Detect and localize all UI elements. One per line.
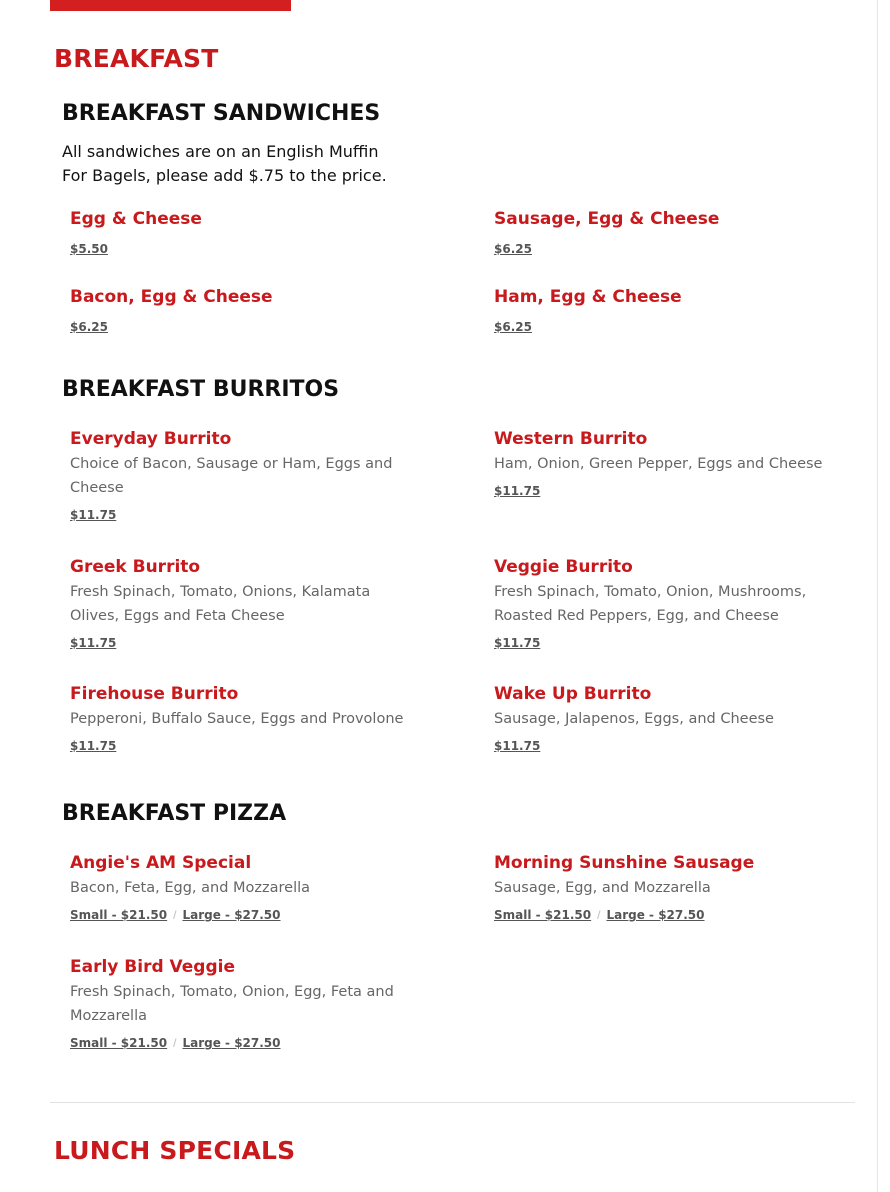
item-name: Western Burrito bbox=[494, 429, 648, 449]
price-row bbox=[494, 634, 834, 652]
price-row bbox=[70, 240, 420, 258]
item-name: Bacon, Egg & Cheese bbox=[70, 287, 273, 307]
page-edge-line bbox=[877, 0, 878, 1192]
group-title-sandwiches: BREAKFAST SANDWICHES bbox=[62, 101, 381, 126]
item-name: Sausage, Egg & Cheese bbox=[494, 209, 720, 229]
menu-item bbox=[70, 956, 420, 1052]
item-description: Pepperoni, Buffalo Sauce, Eggs and Provolone bbox=[70, 711, 404, 727]
item-description: Sausage, Jalapenos, Eggs, and Cheese bbox=[494, 711, 774, 727]
price-large-link[interactable]: Large - $27.50 bbox=[606, 908, 705, 922]
price-link[interactable]: $11.75 bbox=[494, 739, 541, 753]
menu-item bbox=[494, 208, 844, 258]
price-small-link[interactable]: Small - $21.50 bbox=[70, 908, 168, 922]
price-row bbox=[494, 240, 844, 258]
price-separator: / bbox=[597, 908, 601, 922]
item-description: Bacon, Feta, Egg, and Mozzarella bbox=[70, 880, 311, 896]
price-link[interactable]: $11.75 bbox=[70, 739, 117, 753]
top-accent-bar bbox=[50, 0, 291, 11]
price-small-link[interactable]: Small - $21.50 bbox=[70, 1036, 168, 1050]
price-link[interactable]: $11.75 bbox=[494, 636, 541, 650]
item-name: Morning Sunshine Sausage bbox=[494, 853, 755, 873]
menu-item bbox=[70, 286, 420, 336]
price-row bbox=[70, 634, 420, 652]
price-link[interactable]: $6.25 bbox=[494, 242, 532, 256]
price-link[interactable]: $5.50 bbox=[70, 242, 108, 256]
price-row bbox=[494, 318, 844, 336]
menu-item bbox=[494, 852, 864, 924]
price-row bbox=[70, 906, 420, 924]
item-description: Fresh Spinach, Tomato, Onion, Mushrooms, Roasted Red Peppers, Egg, and Cheese bbox=[494, 584, 807, 624]
section-title-breakfast: BREAKFAST bbox=[54, 44, 219, 73]
menu-item bbox=[70, 683, 440, 755]
menu-item bbox=[494, 683, 864, 755]
price-link[interactable]: $11.75 bbox=[494, 484, 541, 498]
price-link[interactable]: $6.25 bbox=[494, 320, 532, 334]
price-large-link[interactable]: Large - $27.50 bbox=[182, 908, 281, 922]
item-name: Wake Up Burrito bbox=[494, 684, 652, 704]
sandwich-note-line-1: All sandwiches are on an English Muffin bbox=[62, 142, 379, 161]
item-description: Fresh Spinach, Tomato, Onion, Egg, Feta and Mozzarella bbox=[70, 984, 394, 1024]
section-title-lunch: LUNCH SPECIALS bbox=[54, 1136, 296, 1165]
group-title-pizza: BREAKFAST PIZZA bbox=[62, 801, 287, 826]
item-description: Fresh Spinach, Tomato, Onions, Kalamata Olives, Eggs and Feta Cheese bbox=[70, 584, 371, 624]
item-name: Everyday Burrito bbox=[70, 429, 232, 449]
price-row bbox=[494, 906, 864, 924]
price-link[interactable]: $6.25 bbox=[70, 320, 108, 334]
item-description: Choice of Bacon, Sausage or Ham, Eggs and Cheese bbox=[70, 456, 393, 496]
price-link[interactable]: $11.75 bbox=[70, 636, 117, 650]
item-description: Sausage, Egg, and Mozzarella bbox=[494, 880, 711, 896]
sandwich-note-line-2: For Bagels, please add $.75 to the price. bbox=[62, 166, 387, 185]
menu-item bbox=[494, 428, 864, 500]
section-divider bbox=[50, 1102, 855, 1103]
group-title-burritos: BREAKFAST BURRITOS bbox=[62, 377, 340, 402]
price-row bbox=[70, 1034, 420, 1052]
menu-item bbox=[70, 208, 420, 258]
item-name: Veggie Burrito bbox=[494, 557, 633, 577]
menu-item bbox=[494, 286, 844, 336]
item-name: Greek Burrito bbox=[70, 557, 201, 577]
menu-item bbox=[70, 428, 420, 524]
price-row bbox=[70, 318, 420, 336]
item-description: Ham, Onion, Green Pepper, Eggs and Cheese bbox=[494, 456, 823, 472]
item-name: Early Bird Veggie bbox=[70, 957, 236, 977]
item-name: Firehouse Burrito bbox=[70, 684, 239, 704]
menu-item bbox=[494, 556, 834, 652]
menu-item bbox=[70, 556, 420, 652]
price-link[interactable]: $11.75 bbox=[70, 508, 117, 522]
price-separator: / bbox=[173, 1036, 177, 1050]
sandwich-note bbox=[62, 140, 387, 188]
menu-item bbox=[70, 852, 420, 924]
price-row bbox=[494, 737, 864, 755]
item-name: Egg & Cheese bbox=[70, 209, 202, 229]
price-separator: / bbox=[173, 908, 177, 922]
item-name: Ham, Egg & Cheese bbox=[494, 287, 682, 307]
item-name: Angie's AM Special bbox=[70, 853, 252, 873]
price-row bbox=[494, 482, 864, 500]
price-large-link[interactable]: Large - $27.50 bbox=[182, 1036, 281, 1050]
price-row bbox=[70, 737, 440, 755]
price-row bbox=[70, 506, 420, 524]
price-small-link[interactable]: Small - $21.50 bbox=[494, 908, 592, 922]
